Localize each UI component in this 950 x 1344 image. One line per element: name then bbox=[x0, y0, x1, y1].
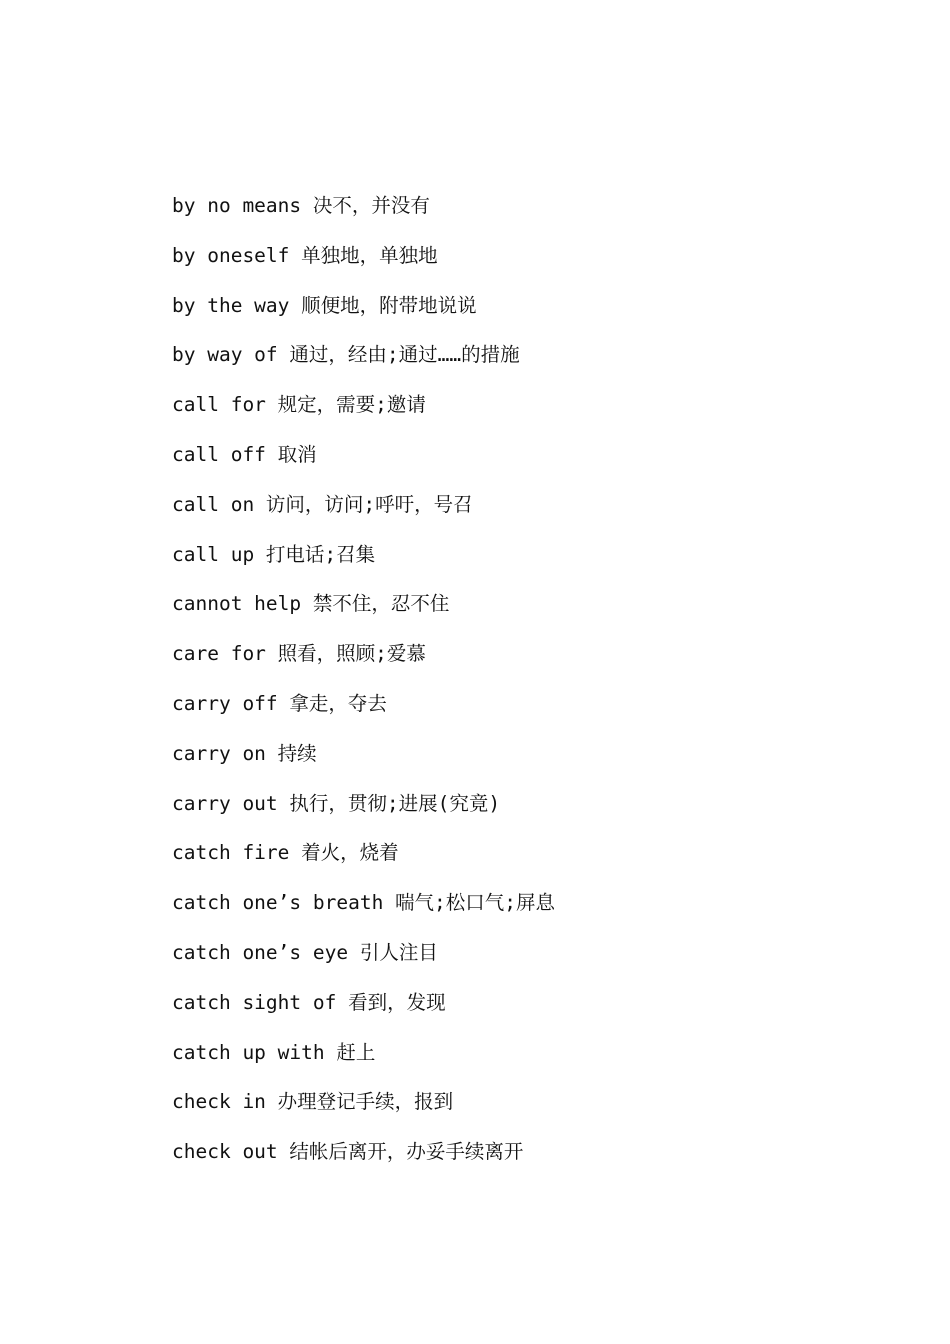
phrase-entry: by the way 顺便地，附带地说说 bbox=[172, 293, 477, 317]
phrase-entry: call off 取消 bbox=[172, 442, 317, 466]
phrase-entry: carry on 持续 bbox=[172, 741, 317, 765]
phrase-entry: check out 结帐后离开，办妥手续离开 bbox=[172, 1140, 524, 1164]
phrase-entry: by oneself 单独地，单独地 bbox=[172, 243, 438, 267]
phrase-entry: carry off 拿走，夺去 bbox=[172, 691, 387, 715]
phrase-entry: by no means 决不，并没有 bbox=[172, 194, 430, 217]
phrase-list bbox=[172, 189, 555, 1185]
phrase-entry: call up 打电话;召集 bbox=[172, 542, 376, 566]
phrase-entry: care for 照看，照顾;爱慕 bbox=[172, 642, 426, 666]
phrase-entry: check in 办理登记手续，报到 bbox=[172, 1090, 454, 1114]
phrase-entry: catch up with 赶上 bbox=[172, 1040, 376, 1064]
phrase-entry: catch one’s eye 引人注目 bbox=[172, 940, 438, 964]
phrase-entry: cannot help 禁不住，忍不住 bbox=[172, 592, 450, 616]
phrase-entry: catch sight of 看到，发现 bbox=[172, 990, 446, 1014]
phrase-entry: catch one’s breath 喘气;松口气;屏息 bbox=[172, 891, 556, 915]
phrase-entry: by way of 通过，经由;通过……的措施 bbox=[172, 343, 520, 367]
phrase-entry: catch fire 着火，烧着 bbox=[172, 841, 399, 865]
phrase-entry: call for 规定，需要;邀请 bbox=[172, 393, 426, 417]
phrase-entry: call on 访问，访问;呼吁，号召 bbox=[172, 492, 473, 516]
phrase-entry: carry out 执行，贯彻;进展(究竟) bbox=[172, 791, 501, 815]
